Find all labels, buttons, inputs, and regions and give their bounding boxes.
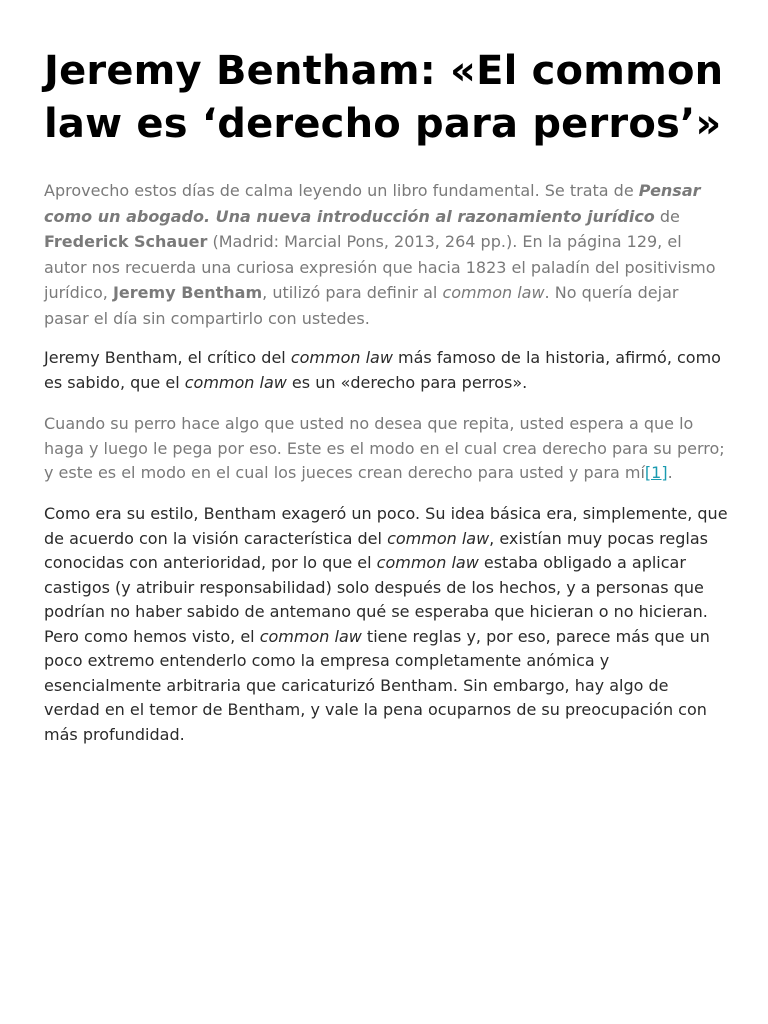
common-law-term: common law xyxy=(184,372,287,392)
analysis-paragraph xyxy=(44,502,728,747)
p2-text-3: es un «derecho para perros». xyxy=(286,372,528,392)
intro-text-2: de xyxy=(654,206,680,226)
common-law-term: common law xyxy=(387,528,490,548)
bentham-quote xyxy=(44,412,728,486)
p4-text-4: tiene reglas y, por eso, parece más que un poco extremo entenderlo como la empresa completamente anómica y esencialmente arbitraria que caricaturizó Bentham. Sin embargo, hay algo de verdad en el temor de Bentham, y vale la pena ocuparnos de su preocupación con más profundidad. xyxy=(44,626,710,744)
intro-text-4: , utilizó para definir al xyxy=(262,283,443,302)
book-title: Pensar como un abogado. Una nueva introducción al razonamiento jurídico xyxy=(44,181,701,226)
common-law-term: common law xyxy=(259,626,362,646)
p4-text-3: estaba obligado a aplicar castigos (y atribuir responsabilidad) solo después de los hechos, y a personas que podrían no haber sabido de antemano qué se esperaba que hicieran o no hicieran. Pero como hemos visto, el xyxy=(44,553,708,646)
common-law-term: common law xyxy=(376,553,479,573)
author-name: Frederick Schauer xyxy=(44,232,208,251)
p4-text-1: Como era su estilo, Bentham exageró un poco. Su idea básica era, simplemente, que de acuerdo con la visión característica del xyxy=(44,504,728,548)
quote-text: Cuando su perro hace algo que usted no desea que repita, usted espera a que lo haga y luego le pega por eso. Este es el modo en el cual crea derecho para su perro; y este es el modo en el cual los jueces crean derecho para usted y para mí xyxy=(44,414,725,483)
bentham-paragraph xyxy=(44,346,728,395)
p2-text-1: Jeremy Bentham, el crítico del xyxy=(44,348,291,367)
article-title: Jeremy Bentham: «El common law es ‘derecho para perros’» xyxy=(44,48,724,147)
intro-paragraph xyxy=(44,178,728,331)
common-law-term: common law xyxy=(442,283,545,302)
common-law-term: common law xyxy=(290,348,393,367)
intro-text-5: . No quería dejar pasar el día sin compartirlo con ustedes. xyxy=(44,283,679,328)
bentham-name: Jeremy Bentham xyxy=(112,283,263,302)
p4-text-2: , existían muy pocas reglas conocidas con anterioridad, por lo que el xyxy=(44,528,708,573)
intro-text-1: Aprovecho estos días de calma leyendo un libro fundamental. Se trata de xyxy=(44,181,639,200)
footnote-link[interactable]: [1] xyxy=(644,463,668,483)
intro-text-3: (Madrid: Marcial Pons, 2013, 264 pp.). En la página 129, el autor nos recuerda una curiosa expresión que hacia 1823 el paladín del positivismo jurídico, xyxy=(44,232,716,302)
quote-end: . xyxy=(667,463,673,483)
p2-text-2: más famoso de la historia, afirmó, como es sabido, que el xyxy=(44,348,721,392)
